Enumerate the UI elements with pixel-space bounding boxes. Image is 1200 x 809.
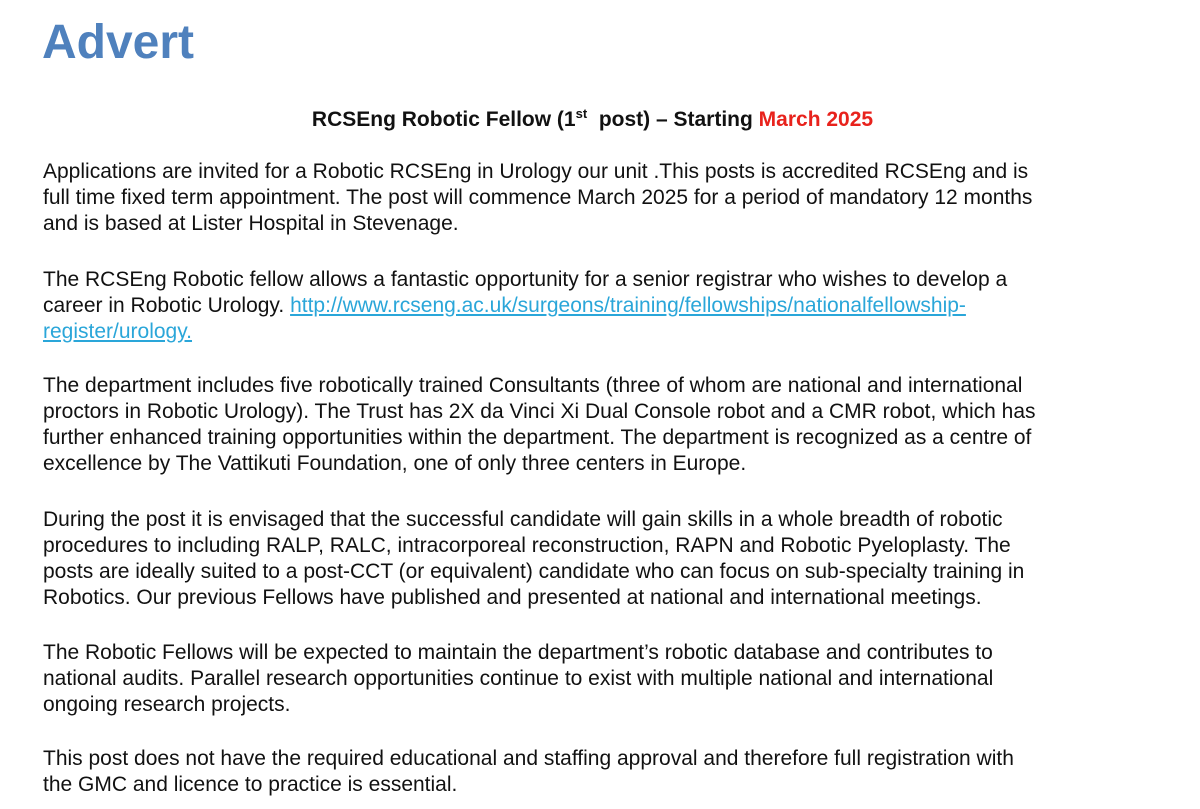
text-line (43, 319, 1163, 345)
subtitle-middle: post) – Starting (587, 108, 759, 131)
text-line: full time fixed term appointment. The post will commence March 2025 for a period of mandatory 12 months (43, 186, 1033, 209)
post-subtitle (0, 106, 1185, 134)
text-line: The Robotic Fellows will be expected to maintain the department’s robotic database and contributes to (43, 641, 993, 664)
text-line-with-link (43, 293, 1163, 319)
paragraph-department (43, 373, 1163, 477)
text-line: procedures to including RALP, RALC, intracorporeal reconstruction, RAPN and Robotic Pyeloplasty. The (43, 534, 1011, 557)
text-line: proctors in Robotic Urology). The Trust has 2X da Vinci Xi Dual Console robot and a CMR robot, which has (43, 400, 1036, 423)
rcseng-fellowship-link[interactable]: http://www.rcseng.ac.uk/surgeons/training/fellowships/nationalfellowship- (290, 294, 966, 317)
text-line: national audits. Parallel research opportunities continue to exist with multiple national and international (43, 667, 994, 690)
paragraph-research (43, 640, 1163, 718)
subtitle-prefix: RCSEng Robotic Fellow (1 (311, 108, 576, 131)
paragraph-applications (43, 159, 1163, 237)
rcseng-fellowship-link-continued[interactable]: register/urology. (43, 320, 193, 343)
subtitle-superscript: st (575, 106, 588, 121)
text-line: This post does not have the required educational and staffing approval and therefore full registration with (43, 747, 1014, 770)
paragraph-opportunity (43, 267, 1163, 345)
paragraph-registration (43, 746, 1163, 798)
text-line: The department includes five robotically trained Consultants (three of whom are national and international (43, 374, 1023, 397)
text-line: Applications are invited for a Robotic RCSEng in Urology our unit .This posts is accredited RCSEng and is (43, 160, 1029, 183)
text-line: During the post it is envisaged that the successful candidate will gain skills in a whole breadth of robotic (43, 508, 1003, 531)
paragraph-skills (43, 507, 1163, 611)
text-line: and is based at Lister Hospital in Stevenage. (43, 212, 459, 235)
text-line: further enhanced training opportunities within the department. The department is recognized as a centre of (43, 426, 1032, 449)
text-line: ongoing research projects. (43, 693, 291, 716)
start-date-highlight: March 2025 (758, 108, 874, 131)
text-line: excellence by The Vattikuti Foundation, one of only three centers in Europe. (43, 452, 747, 475)
text-line: the GMC and licence to practice is essential. (43, 773, 458, 796)
text-line: The RCSEng Robotic fellow allows a fantastic opportunity for a senior registrar who wishes to develop a (43, 268, 1008, 291)
text-line: posts are ideally suited to a post-CCT (or equivalent) candidate who can focus on sub-specialty training in (43, 560, 1025, 583)
page-title: Advert (42, 16, 195, 69)
text-line: Robotics. Our previous Fellows have published and presented at national and international meetings. (43, 586, 982, 609)
text-segment: career in Robotic Urology. (43, 294, 291, 317)
